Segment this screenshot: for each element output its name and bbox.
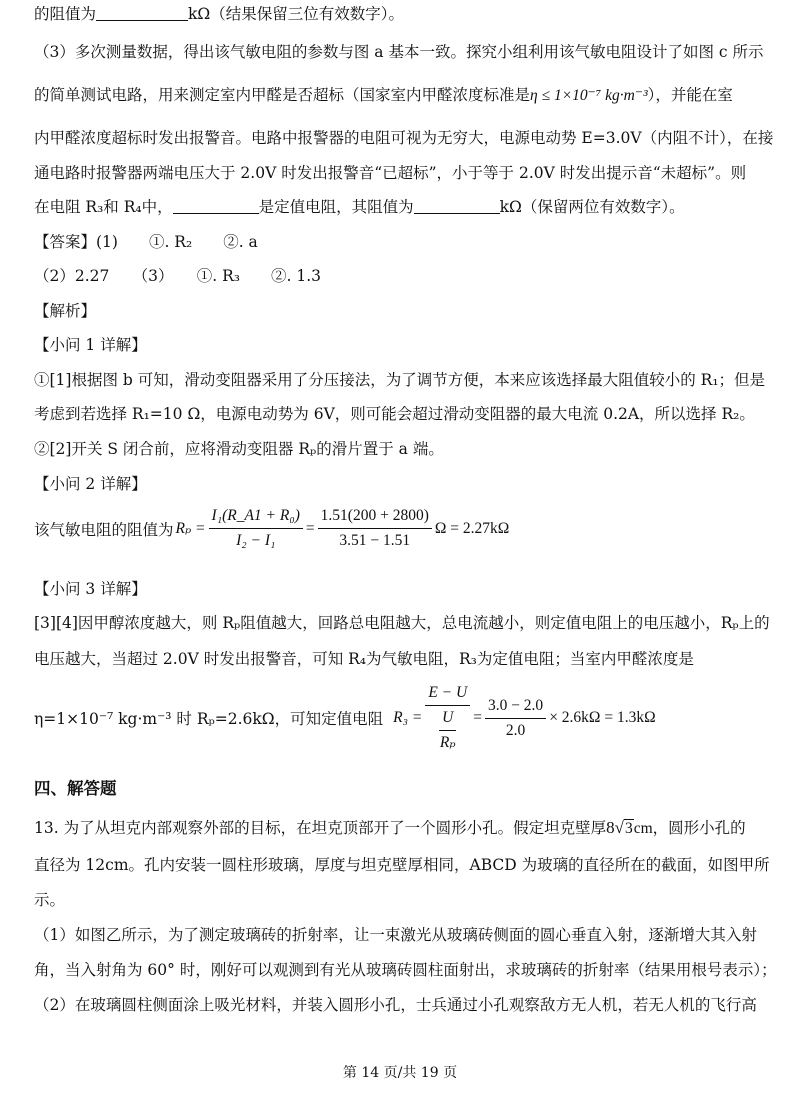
text: kΩ（结果保留三位有效数字）。 [188, 5, 405, 23]
formula-unit: cm [633, 820, 653, 837]
answer-blank [414, 197, 500, 214]
fraction-denominator: I₂ − I₁ [236, 532, 276, 549]
problem-13-line-6: （2）在玻璃圆柱侧面涂上吸光材料，并装入圆形小孔，士兵通过小孔观察敌方无人机，若无人机的飞行高 [34, 996, 757, 1014]
line-2: （3）多次测量数据，得出该气敏电阻的参数与图 a 基本一致。探究小组利用该气敏电阻设计了如图 c 所示 [34, 43, 764, 61]
fraction-denominator: 3.51 − 1.51 [339, 532, 411, 549]
fraction [425, 683, 470, 753]
problem-13-line-1 [34, 817, 772, 840]
equals-sign: = [305, 519, 315, 537]
sqrt-radicand: 3 [624, 820, 633, 837]
line-1 [34, 3, 772, 25]
line-3 [34, 84, 772, 107]
fraction-numerator: 3.0 − 2.0 [485, 696, 546, 719]
page-number-footer: 第 14 页/共 19 页 [342, 1065, 458, 1081]
formula-lhs: Rₚ = [175, 520, 206, 537]
text: kΩ（保留两位有效数字）。 [499, 198, 685, 216]
text: ），并能在室 [647, 86, 733, 104]
fraction [485, 696, 546, 741]
subquestion-2-title: 【小问 2 详解】 [34, 475, 147, 493]
line-5: 通电路时报警器两端电压大于 2.0V 时发出报警音“已超标”，小于等于 2.0V 时发出提示音“未超标”。则 [34, 164, 747, 182]
subquestion-1-line-1: ①[1]根据图 b 可知，滑动变阻器采用了分压接法，为了调节方便，本来应该选择最大阻值较小的 R₁；但是 [34, 371, 766, 389]
problem-13-line-4: （1）如图乙所示，为了测定玻璃砖的折射率，让一束激光从玻璃砖侧面的圆心垂直入射，逐渐增大其入射 [34, 926, 757, 944]
text: 的简单测试电路，用来测定室内甲醛是否超标（国家室内甲醛浓度标准是 [34, 86, 531, 104]
answer-line-1: 【答案】(1) ①. R₂ ②. a [34, 233, 258, 251]
fraction-denominator [431, 706, 465, 753]
problem-13-line-2: 直径为 12cm。孔内安装一圆柱形玻璃，厚度与坦克壁厚相同，ABCD 为玻璃的直径所在的截面，如图甲所 [34, 856, 770, 874]
subquestion-3-line-1: [3][4]因甲醇浓度越大，则 Rₚ阻值越大，回路总电阻越大，总电流越小，则定值电阻上的电压越小，Rₚ上的 [34, 614, 770, 632]
nested-fraction [437, 708, 459, 753]
text: ，圆形小孔的 [652, 819, 746, 837]
line-6 [34, 196, 772, 218]
sqrt-sign: √ [614, 818, 624, 837]
text: 是定值电阻，其阻值为 [258, 198, 414, 216]
fraction-numerator: E − U [425, 683, 470, 706]
section-heading: 四、解答题 [34, 779, 117, 798]
text: 的阻值为 [34, 5, 97, 23]
formula-number: 8 [606, 818, 615, 837]
answer-blank [96, 4, 188, 21]
fraction-denominator: 2.0 [505, 721, 526, 739]
formula-result: Ω = 2.27kΩ [434, 519, 510, 537]
text: 13. 为了从坦克内部观察外部的目标，在坦克顶部开了一个圆形小孔。假定坦克壁厚 [34, 819, 607, 837]
subquestion-1-line-3: ②[2]开关 S 闭合前，应将滑动变阻器 Rₚ的滑片置于 a 端。 [34, 440, 444, 458]
answer-blank [173, 197, 259, 214]
subquestion-3-line-2: 电压越大，当超过 2.0V 时发出报警音，可知 R₄为气敏电阻，R₃为定值电阻；当室内甲醛浓度是 [34, 650, 694, 668]
text: 在电阻 R₃和 R₄中， [34, 198, 173, 216]
formula-lhs: R₃ = [393, 709, 423, 726]
subquestion-1-line-2: 考虑到若选择 R₁=10 Ω，电源电动势为 6V，则可能会超过滑动变阻器的最大电流 0.2A，所以选择 R₂。 [34, 405, 755, 423]
problem-13-line-5: 角，当入射角为 60° 时，刚好可以观测到有光从玻璃砖圆柱面射出，求玻璃砖的折射率（结果用根号表示）； [34, 961, 777, 979]
subquestion-2-formula [34, 506, 772, 551]
subquestion-1-title: 【小问 1 详解】 [34, 336, 147, 354]
line-4: 内甲醛浓度超标时发出报警音。电路中报警器的电阻可视为无穷大，电源电动势 E=3.0V（内阻不计），在接 [34, 129, 774, 147]
equals-sign: = [473, 709, 482, 726]
formula-standard: η ≤ 1×10⁻⁷ kg·m⁻³ [530, 87, 648, 104]
problem-13-line-3: 示。 [34, 891, 66, 909]
fraction [209, 506, 303, 551]
text: 该气敏电阻的阻值为 [34, 520, 174, 539]
fraction-numerator: 1.51(200 + 2800) [318, 506, 432, 529]
fraction [318, 506, 432, 551]
fraction-denominator: Rₚ [439, 734, 456, 751]
subquestion-3-title: 【小问 3 详解】 [34, 580, 147, 598]
fraction-numerator: I₁(R_A1 + R₀) [209, 506, 303, 529]
fraction-numerator: U [439, 708, 456, 731]
subquestion-3-formula [34, 683, 772, 753]
analysis-label: 【解析】 [34, 302, 97, 320]
text: η=1×10⁻⁷ kg·m⁻³ 时 Rₚ=2.6kΩ，可知定值电阻 [34, 710, 384, 728]
formula-result: × 2.6kΩ = 1.3kΩ [549, 709, 656, 726]
answer-line-2: （2）2.27 （3） ①. R₃ ②. 1.3 [34, 267, 321, 285]
